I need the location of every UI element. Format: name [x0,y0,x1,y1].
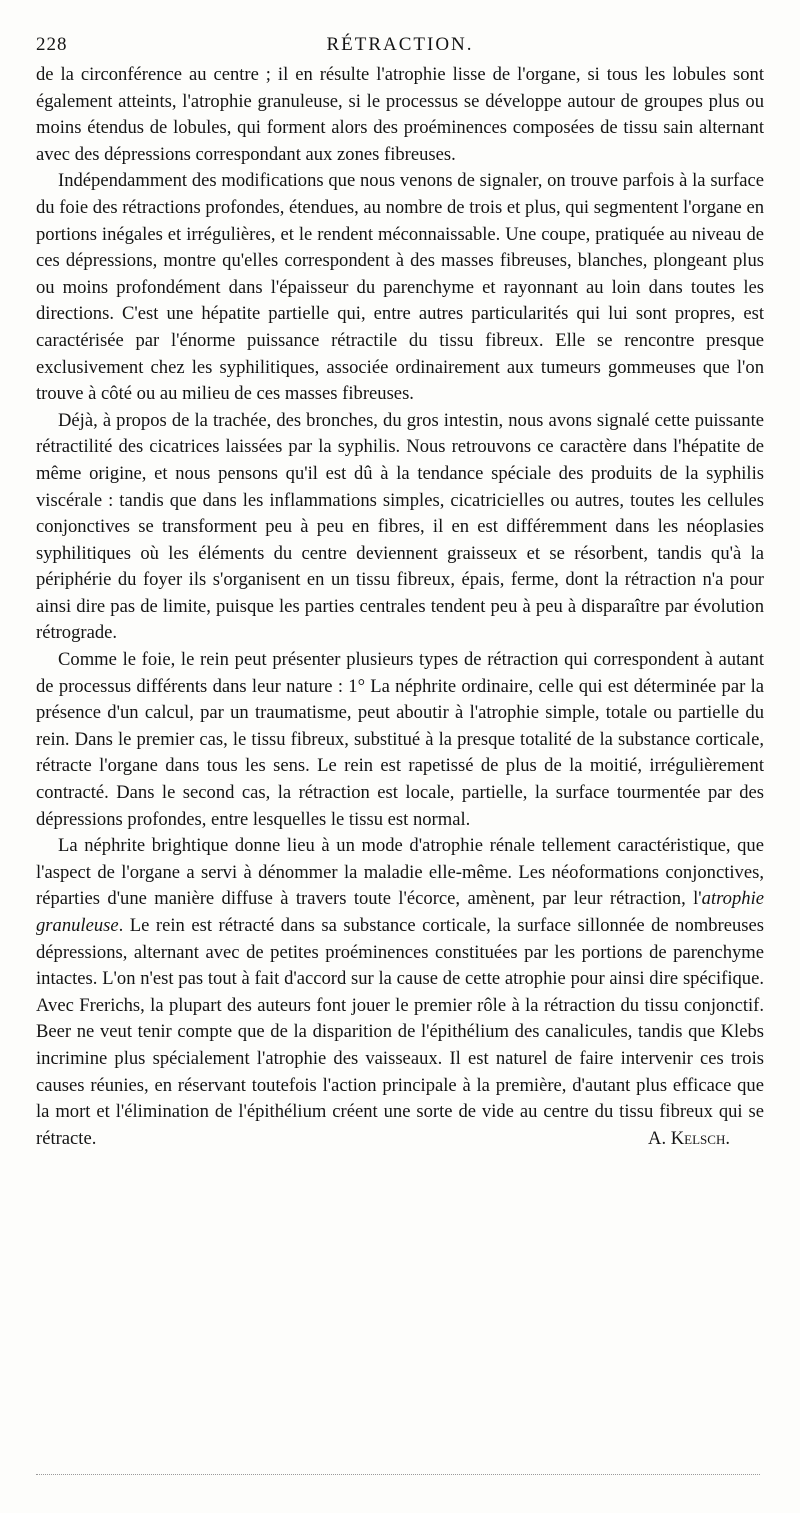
author-signature: A. Kelsch. [648,1127,730,1149]
page-number: 228 [36,34,68,55]
paragraph-syphilis-retractilite: Déjà, à propos de la trachée, des bronches, du gros intestin, nous avons signalé cette puissante rétractilité des cicatrices laissées par la syphilis. Nous retrouvons ce caractère dans l'hépatite de même origine, et nous pensons qu'il est dû à la tendance spéciale des produits de la syphilis viscérale : tandis que dans les inflammations simples, cicatricielles ou autres, toutes les cellules conjonctives se transforment peu à peu en fibres, il en est différemment dans les néoplasies syphilitiques où les éléments du centre deviennent graisseux et se résorbent, tandis qu'à la périphérie du foyer ils s'organisent en un tissu fibreux, épais, ferme, dont la rétraction n'a pour ainsi dire pas de limite, puisque les parties centrales tendent peu à peu à disparaître par évolution rétrograde. [36,409,764,644]
italic-term: atrophie granuleuse [36,888,764,936]
footer-rule [36,1474,760,1475]
paragraph-text: . Le rein est rétracté dans sa substance corticale, la surface sillonnée de nombreuses dépressions, alternant avec de petites proéminences constituées par les portions de parenchyme intactes. L'on n'est pas tout à fait d'accord sur la cause de cette atrophie pour ainsi dire spécifique. Avec Frerichs, la plupart des auteurs font jouer le premier rôle à la rétraction du tissu conjonctif. Beer ne veut tenir compte que de la disparition de l'épithélium des canalicules, tandis que Klebs incrimine plus spécialement l'atrophie des vaisseaux. Il est naturel de faire intervenir ces trois causes réunies, en réservant toutefois l'action principale à la première, d'autant plus efficace que la mort et l'élimination de l'épithélium créent une sorte de vide au centre du tissu fibreux qui se rétracte. [36,915,764,1149]
paragraph-text: La néphrite brightique donne lieu à un mode d'atrophie rénale tellement caractéristique, que l'aspect de l'organe a servi à dénommer la maladie elle-même. Les néoformations conjonctives, réparties d'une manière diffuse à travers toute l'écorce, amènent, par leur rétraction, l' [36,835,764,910]
running-head [36,28,764,62]
paragraph-rein-nephrite: Comme le foie, le rein peut présenter plusieurs types de rétraction qui correspondent à autant de processus différents dans leur nature : 1° La néphrite ordinaire, celle qui est déterminée par la présence d'un calcul, par un traumatisme, peut aboutir à l'atrophie simple, totale ou partielle du rein. Dans le premier cas, le tissu fibreux, substitué à la presque totalité de la substance corticale, rétracte l'organe dans tous les sens. Le rein est rapetissé de plus de la moitié, irrégulièrement contracté. Dans le second cas, la rétraction est locale, partielle, la surface tourmentée par des dépressions profondes, entre lesquelles le tissu est normal. [36,649,764,830]
paragraph-nephrite-brightique [36,833,764,1152]
paragraph-hepatite-partielle: Indépendamment des modifications que nous venons de signaler, on trouve parfois à la surface du foie des rétractions profondes, étendues, au nombre de trois et plus, qui segmentent l'organe en portions inégales et irrégulières, et le rendent méconnaissable. Une coupe, pratiquée au niveau de ces dépressions, montre qu'elles correspondent à des masses fibreuses, blanches, plongeant plus ou moins profondément dans l'épaisseur du parenchyme et rayonnant au loin dans toutes les directions. C'est une hépatite partielle qui, entre autres particularités qui lui sont propres, est caractérisée par l'énorme puissance rétractile du tissu fibreux. Elle se rencontre presque exclusivement chez les syphilitiques, associée ordinairement aux tumeurs gommeuses que l'on trouve à côté ou au milieu de ces masses fibreuses. [36,170,764,405]
body-text [36,62,764,1152]
paragraph-continued: de la circonférence au centre ; il en résulte l'atrophie lisse de l'organe, si tous les lobules sont également atteints, l'atrophie granuleuse, si le processus se développe autour de groupes plus ou moins étendus de lobules, qui forment alors des proéminences composées de tissu sain alternant avec des dépressions correspondant aux zones fibreuses. [36,64,764,165]
running-title: RÉTRACTION. [326,34,474,55]
